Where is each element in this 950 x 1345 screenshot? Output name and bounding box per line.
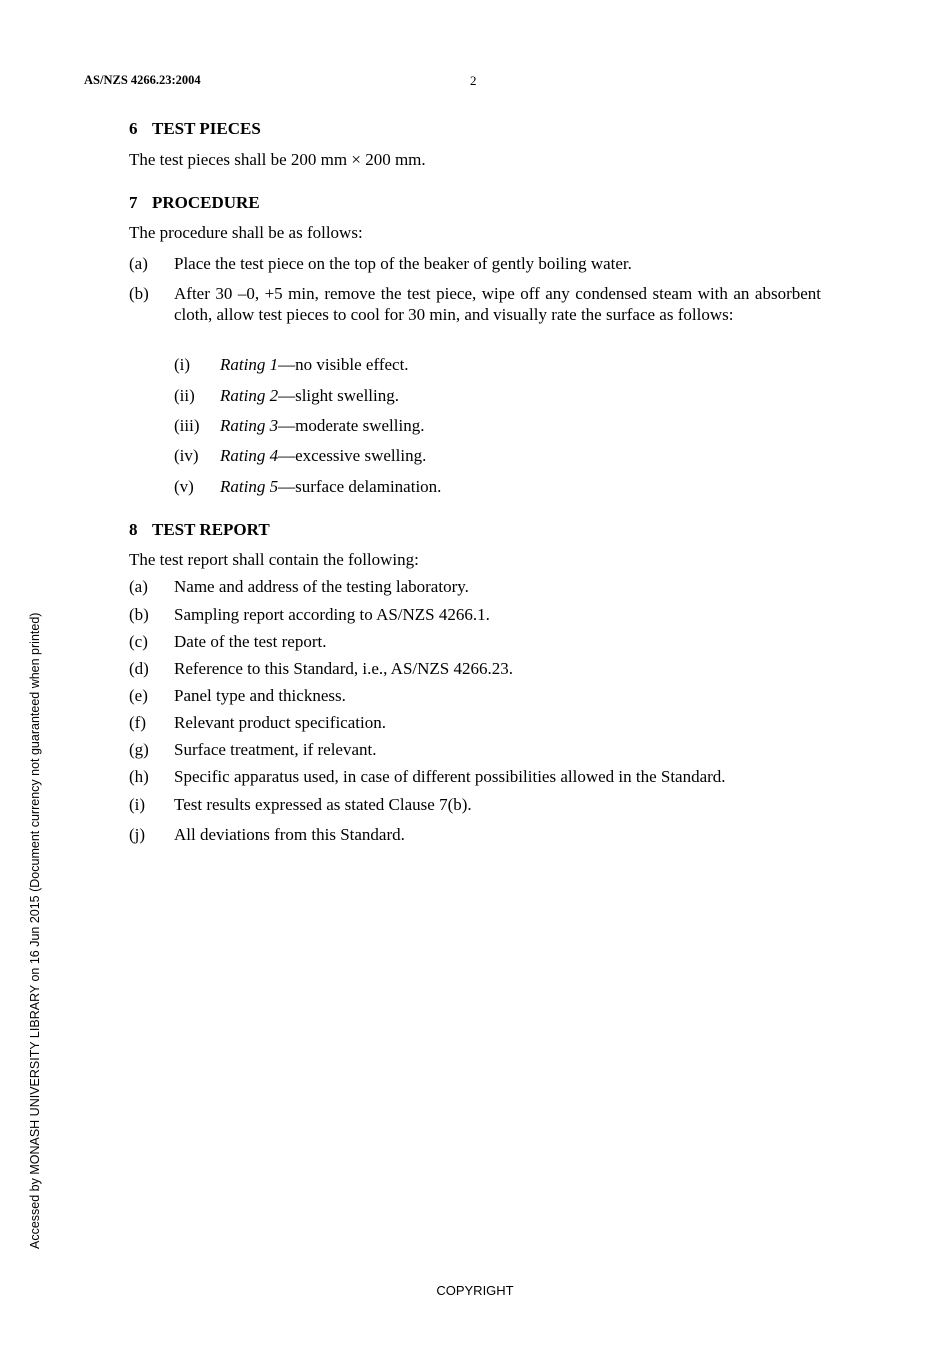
section-title: TEST PIECES bbox=[152, 119, 261, 138]
list-item-text: After 30 –0, +5 min, remove the test piece, wipe off any condensed steam with an absorbent cloth, allow test pieces to cool for 30 min, and visually rate the surface as follows: bbox=[174, 284, 821, 324]
list-item-label: (b) bbox=[129, 605, 149, 624]
list-item-text: Relevant product specification. bbox=[174, 713, 386, 732]
rating-term: Rating 1 bbox=[220, 355, 279, 374]
rating-term: Rating 2 bbox=[220, 386, 279, 405]
rating-label: (ii) bbox=[174, 386, 195, 405]
section-number: 7 bbox=[129, 193, 138, 212]
list-item-text: Sampling report according to AS/NZS 4266.1. bbox=[174, 605, 490, 624]
section-8-intro: The test report shall contain the following: bbox=[129, 550, 419, 569]
list-item-text: Date of the test report. bbox=[174, 632, 327, 651]
rating-text: —slight swelling. bbox=[278, 386, 399, 405]
rating-term: Rating 4 bbox=[220, 446, 279, 465]
list-item-label: (e) bbox=[129, 686, 148, 705]
rating-term: Rating 5 bbox=[220, 477, 279, 496]
list-item bbox=[129, 284, 821, 325]
standard-code: AS/NZS 4266.23:2004 bbox=[84, 73, 201, 87]
list-item-label: (c) bbox=[129, 632, 148, 651]
list-item-label: (a) bbox=[129, 254, 148, 273]
section-6-heading bbox=[129, 119, 261, 139]
section-title: PROCEDURE bbox=[152, 193, 260, 212]
rating-term: Rating 3 bbox=[220, 416, 279, 435]
section-number: 8 bbox=[129, 520, 138, 539]
section-7-intro: The procedure shall be as follows: bbox=[129, 223, 363, 242]
rating-text: —surface delamination. bbox=[278, 477, 442, 496]
rating-label: (v) bbox=[174, 477, 194, 496]
list-item-label: (g) bbox=[129, 740, 149, 759]
list-item-text: Surface treatment, if relevant. bbox=[174, 740, 377, 759]
list-item-text: Specific apparatus used, in case of different possibilities allowed in the Standard. bbox=[174, 767, 726, 786]
section-8-heading bbox=[129, 520, 270, 540]
list-item-text: All deviations from this Standard. bbox=[174, 825, 405, 844]
section-number: 6 bbox=[129, 119, 138, 138]
list-item-text: Panel type and thickness. bbox=[174, 686, 346, 705]
list-item-label: (f) bbox=[129, 713, 146, 732]
list-item-label: (d) bbox=[129, 659, 149, 678]
list-item-text: Name and address of the testing laboratory. bbox=[174, 577, 469, 596]
rating-text: —moderate swelling. bbox=[278, 416, 425, 435]
rating-label: (iii) bbox=[174, 416, 200, 435]
list-item-label: (j) bbox=[129, 825, 146, 844]
list-item-text: Reference to this Standard, i.e., AS/NZS 4266.23. bbox=[174, 659, 514, 678]
rating-text: —no visible effect. bbox=[278, 355, 409, 374]
rating-text: —excessive swelling. bbox=[278, 446, 427, 465]
access-watermark: Accessed by MONASH UNIVERSITY LIBRARY on 16 Jun 2015 (Document currency not guaranteed when printed) bbox=[28, 612, 42, 1249]
list-item-label: (h) bbox=[129, 767, 149, 786]
list-item-text: Place the test piece on the top of the beaker of gently boiling water. bbox=[174, 254, 632, 273]
page-number: 2 bbox=[470, 73, 477, 88]
copyright-footer: COPYRIGHT bbox=[436, 1283, 514, 1298]
list-item-label: (i) bbox=[129, 795, 146, 814]
section-6-text: The test pieces shall be 200 mm × 200 mm. bbox=[129, 150, 426, 169]
rating-label: (i) bbox=[174, 355, 191, 374]
section-7-heading bbox=[129, 193, 260, 213]
list-item-text: Test results expressed as stated Clause 7(b). bbox=[174, 795, 472, 814]
rating-label: (iv) bbox=[174, 446, 199, 465]
list-item-label: (a) bbox=[129, 577, 148, 596]
section-title: TEST REPORT bbox=[152, 520, 270, 539]
list-item-label: (b) bbox=[129, 284, 149, 303]
